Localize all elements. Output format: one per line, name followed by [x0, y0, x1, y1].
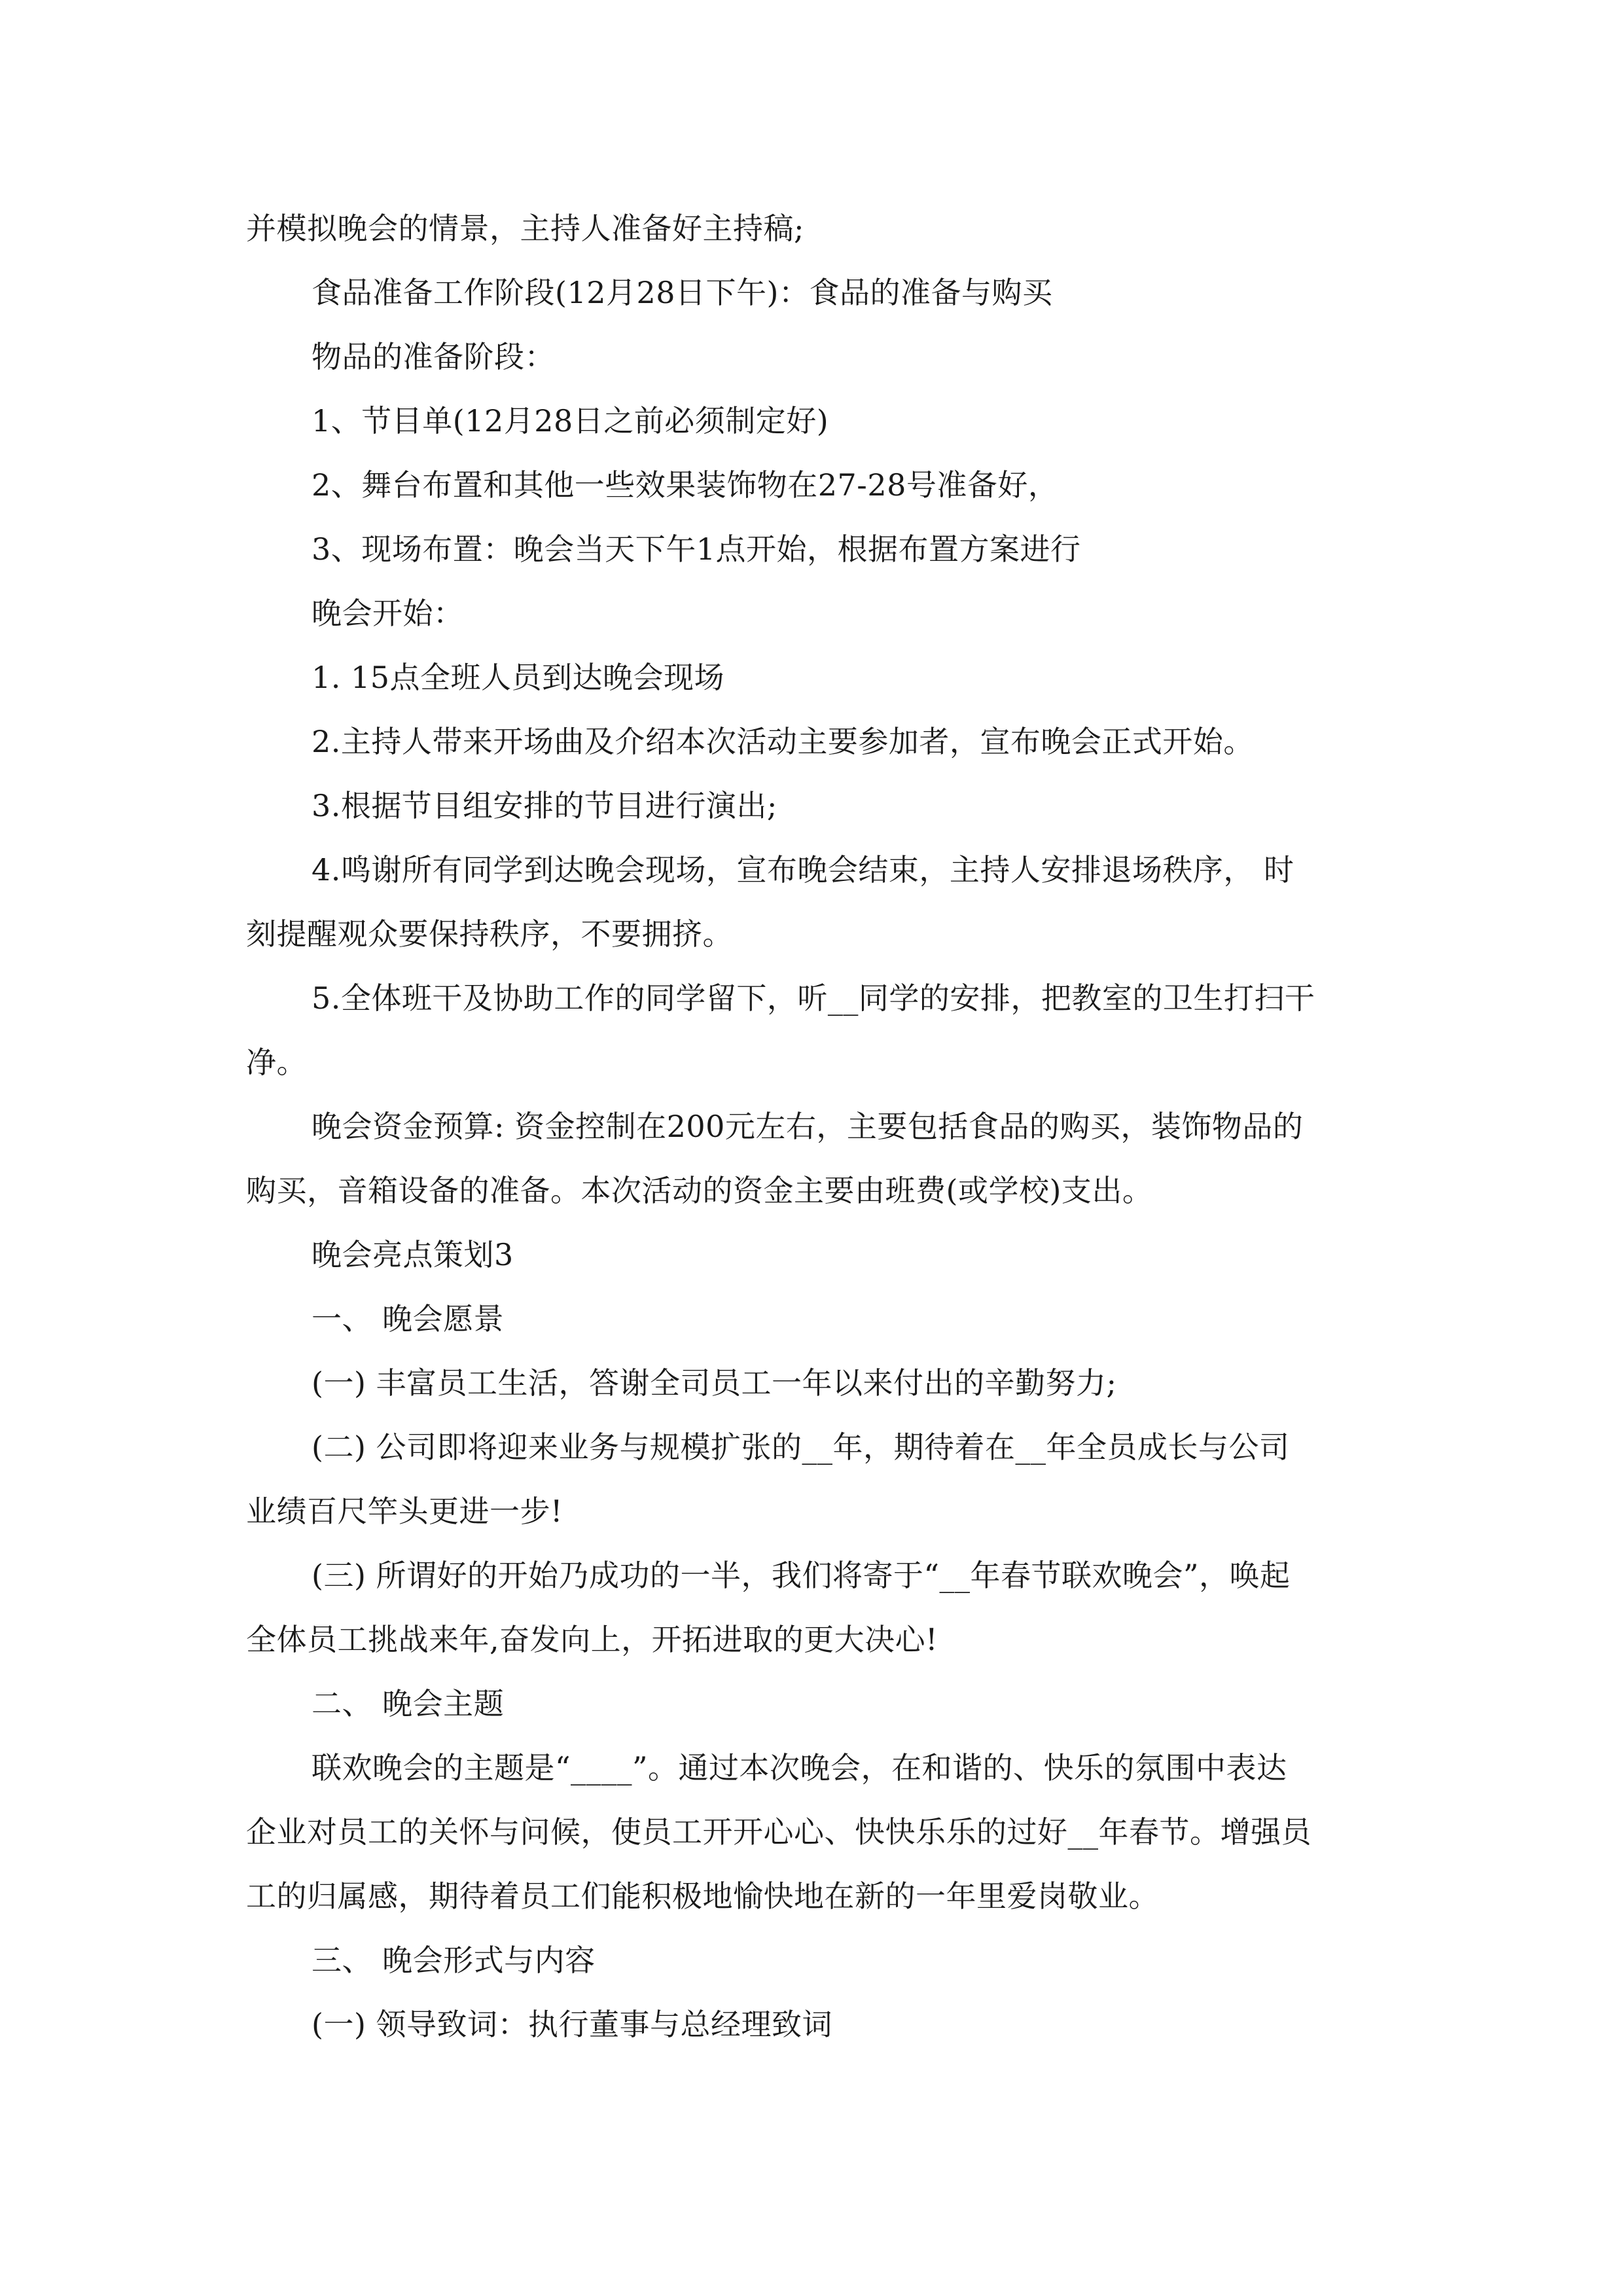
paragraph-line: 晚会资金预算: 资金控制在200元左右，主要包括食品的购买，装饰物品的	[312, 1109, 1304, 1144]
text-line: 物品的准备阶段：	[312, 339, 555, 374]
section-heading: 晚会亮点策划3	[312, 1237, 514, 1272]
list-item: 3.根据节目组安排的节目进行演出;	[312, 788, 777, 823]
list-item: (三) 所谓好的开始乃成功的一半，我们将寄于“__年春节联欢晚会”，唤起	[312, 1558, 1291, 1593]
paragraph-line: 工的归属感，期待着员工们能积极地愉快地在新的一年里爱岗敬业。	[246, 1878, 1159, 1914]
list-item: (一) 丰富员工生活，答谢全司员工一年以来付出的辛勤努力;	[312, 1365, 1117, 1401]
text-line: 刻提醒观众要保持秩序，不要拥挤。	[246, 916, 733, 952]
text-line: 净。	[246, 1045, 307, 1080]
list-item: (一) 领导致词：执行董事与总经理致词	[312, 2007, 833, 2042]
paragraph-line: 购买，音箱设备的准备。本次活动的资金主要由班费(或学校)支出。	[246, 1173, 1153, 1208]
list-item: 1. 15点全班人员到达晚会现场	[312, 660, 725, 695]
document-body	[246, 196, 1385, 2056]
text-line: 业绩百尺竿头更进一步!	[246, 1494, 563, 1529]
list-item: 1、节目单(12月28日之前必须制定好)	[312, 403, 829, 439]
list-item: 3、现场布置：晚会当天下午1点开始，根据布置方案进行	[312, 531, 1081, 567]
paragraph-line: 联欢晚会的主题是“____”。通过本次晚会，在和谐的、快乐的氛围中表达	[312, 1750, 1287, 1785]
section-heading: 晚会开始：	[312, 596, 464, 631]
list-item: 2.主持人带来开场曲及介绍本次活动主要参加者，宣布晚会正式开始。	[312, 724, 1254, 759]
section-heading: 二、 晚会主题	[312, 1686, 505, 1721]
section-heading: 三、 晚会形式与内容	[312, 1943, 596, 1978]
paragraph-line: 企业对员工的关怀与问候，使员工开开心心、快快乐乐的过好__年春节。增强员	[246, 1814, 1311, 1850]
list-item: (二) 公司即将迎来业务与规模扩张的__年，期待着在__年全员成长与公司	[312, 1429, 1290, 1465]
list-item: 5.全体班干及协助工作的同学留下，听__同学的安排，把教室的卫生打扫干	[312, 980, 1315, 1016]
list-item: 4.鸣谢所有同学到达晚会现场，宣布晚会结束，主持人安排退场秩序， 时	[312, 852, 1294, 888]
text-line: 全体员工挑战来年,奋发向上，开拓进取的更大决心!	[246, 1622, 938, 1657]
text-line: 并模拟晚会的情景，主持人准备好主持稿;	[246, 211, 804, 246]
text-line: 食品准备工作阶段(12月28日下午)：食品的准备与购买	[312, 275, 1053, 310]
list-item: 2、舞台布置和其他一些效果装饰物在27-28号准备好，	[312, 467, 1059, 503]
section-heading: 一、 晚会愿景	[312, 1301, 505, 1336]
